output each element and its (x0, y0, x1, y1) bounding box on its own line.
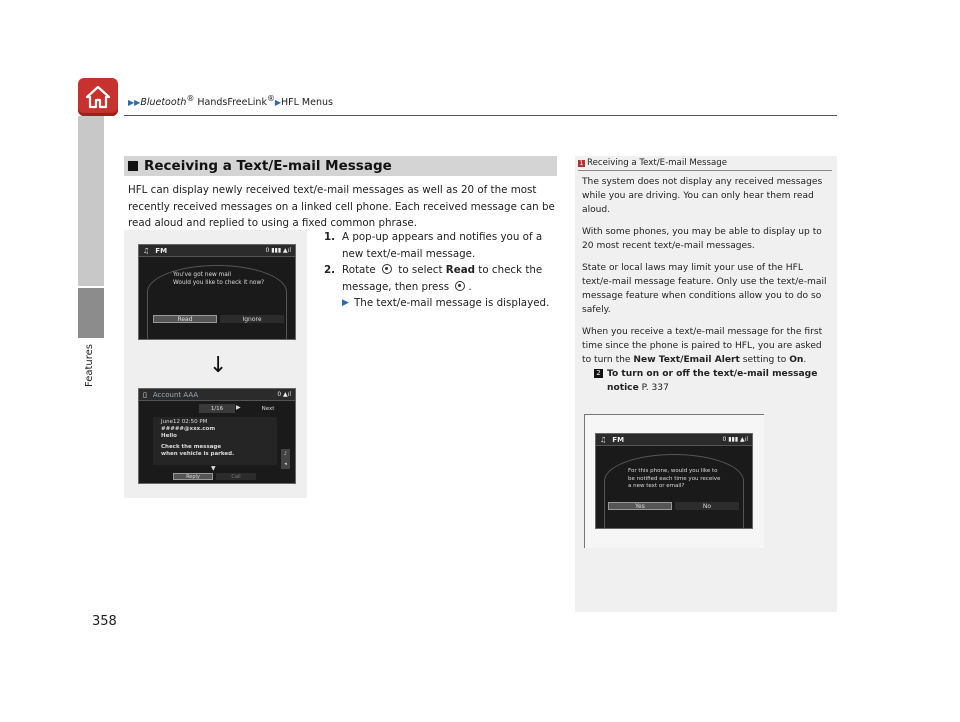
sidebar-paragraph-1: The system does not display any received messages while you are driving. You can only hear them read aloud. (582, 177, 823, 215)
screen-status-bar (596, 434, 752, 446)
home-icon (84, 84, 112, 110)
intro-text: HFL can display newly received text/e-mail messages as well as 20 of the most recently received messages on a linked cell phone. Each received message can be read aloud and replied to using a fixed common phrase. (128, 184, 555, 229)
side-tab-label[interactable]: Features (84, 344, 95, 387)
sidebar-rule (578, 170, 832, 171)
home-button[interactable] (78, 78, 118, 116)
sidebar-paragraph-2: With some phones, you may be able to display up to 20 most recent text/e-mail messages. (582, 227, 822, 251)
music-note-icon: ♫ (143, 246, 150, 255)
reference-title[interactable]: To turn on or off the text/e-mail message notice (607, 369, 818, 393)
screen-arc (604, 454, 744, 529)
breadcrumb: ▶▶Bluetooth® HandsFreeLink®▶HFL Menus (128, 94, 333, 109)
no-button[interactable]: No (675, 502, 739, 510)
message-body-line-2: when vehicle is parked. (161, 451, 235, 457)
popup-line-1: You've got new mail (173, 272, 232, 278)
reply-button[interactable]: Reply (173, 473, 213, 480)
ignore-button[interactable]: Ignore (220, 315, 284, 323)
step-text-part: . (468, 280, 472, 293)
side-tab-upper (78, 116, 104, 286)
next-arrow-icon[interactable]: ▶ (236, 404, 241, 411)
popup-buttons (153, 315, 284, 323)
step-1 (324, 229, 560, 262)
message-subject: Hello (161, 433, 177, 439)
steps-list (324, 229, 560, 312)
sidebar-paragraph-4-part: . (803, 355, 807, 365)
message-body-line-1: Check the message (161, 444, 222, 450)
screen-status-bar (139, 389, 295, 401)
sidebar-paragraph-3: State or local laws may limit your use of the HFL text/e-mail message feature. Only use the text/e-mail message feature when conditions allow you to do so safely. (582, 263, 827, 315)
step-result-text: The text/e-mail message is displayed. (354, 297, 550, 309)
section-title: Receiving a Text/E-mail Message (144, 158, 392, 174)
call-button[interactable]: Call (216, 473, 256, 480)
step-result (324, 295, 560, 312)
step-text: A pop-up appears and notifies you of a new text/e-mail message. (342, 231, 543, 260)
popup-message (173, 272, 264, 287)
account-name: Account AAA (152, 390, 199, 399)
step-text-part: to select (398, 264, 443, 276)
down-arrow-icon: ↓ (209, 353, 228, 378)
screen-status-bar (139, 245, 295, 257)
side-tab-active (78, 288, 104, 338)
page-number: 358 (92, 614, 117, 629)
interface-dial-rotate-icon (382, 264, 392, 274)
breadcrumb-hfl-menus[interactable]: HFL Menus (281, 97, 333, 109)
read-button[interactable]: Read (153, 315, 217, 323)
scroll-down-icon[interactable]: ▼ (211, 465, 216, 472)
step-text-part: to check the message, then press (342, 264, 543, 293)
audio-source: FM (612, 435, 625, 444)
reg-mark: ® (266, 94, 275, 103)
message-icon: ▯ (143, 390, 147, 399)
prompt-line-1: For this phone, would you like to (628, 468, 718, 474)
popup-line-2: Would you like to check it now? (173, 279, 265, 286)
notification-prompt-screen (595, 433, 753, 529)
step-number: 1. (324, 231, 336, 243)
sidebar-paragraph-4 (582, 325, 832, 367)
header-rule (124, 115, 837, 116)
message-counter: 1/16 (199, 404, 235, 413)
music-note-icon: ♫ (600, 435, 607, 444)
sidebar-paragraph-4-part: setting to (742, 355, 787, 365)
step-2 (324, 262, 560, 295)
signal-status: 0 ▮▮▮ ▲ıl (722, 436, 748, 443)
message-display-screen (138, 388, 296, 484)
breadcrumb-handsfreelink[interactable]: HandsFreeLink (194, 97, 267, 109)
audio-source: FM (155, 246, 168, 255)
prompt-buttons (608, 502, 739, 510)
speaker-icon[interactable]: ♪ ◂ (281, 449, 290, 469)
new-mail-popup-screen (138, 244, 296, 340)
result-arrow-icon: ▶ (342, 298, 349, 308)
interface-dial-press-icon (455, 281, 465, 291)
prompt-message (628, 468, 720, 491)
read-option-label: Read (445, 264, 476, 276)
step-text (342, 262, 560, 295)
breadcrumb-bluetooth[interactable]: Bluetooth (140, 97, 187, 109)
message-sender: #####@xxx.com (161, 426, 216, 432)
next-button[interactable]: Next (261, 405, 275, 412)
sidebar-text (582, 175, 832, 395)
signal-status: 0 ▮▮▮ ▲ıl (265, 247, 291, 254)
prompt-line-3: a new text or email? (628, 483, 685, 489)
step-number: 2. (324, 264, 336, 276)
message-content (161, 419, 234, 458)
section-heading (124, 156, 557, 176)
reg-mark: ® (186, 94, 195, 103)
message-date: June12 02:50 PM (161, 419, 208, 425)
square-bullet-icon (128, 161, 138, 171)
sidebar-heading (578, 158, 727, 168)
sidebar-paragraph-4-part: When you receive a text/e-mail message for the first time since the phone is paired to HFL, you are asked to turn the (582, 327, 823, 365)
reference-arrow-icon: 2 (594, 369, 603, 378)
alert-setting-name: New Text/Email Alert (633, 355, 740, 365)
step-text-part: Rotate (342, 264, 376, 276)
cross-reference-link[interactable] (582, 367, 832, 395)
reference-page[interactable]: P. 337 (641, 383, 669, 393)
message-buttons (173, 473, 256, 480)
prompt-line-2: be notified each time you receive (628, 475, 721, 482)
signal-status: 0 ▲ıl (277, 391, 291, 398)
note-badge-icon: 1 (579, 160, 584, 167)
sidebar-heading-text: Receiving a Text/E-mail Message (587, 158, 727, 168)
setting-value-on: On (789, 355, 804, 365)
yes-button[interactable]: Yes (608, 502, 672, 510)
